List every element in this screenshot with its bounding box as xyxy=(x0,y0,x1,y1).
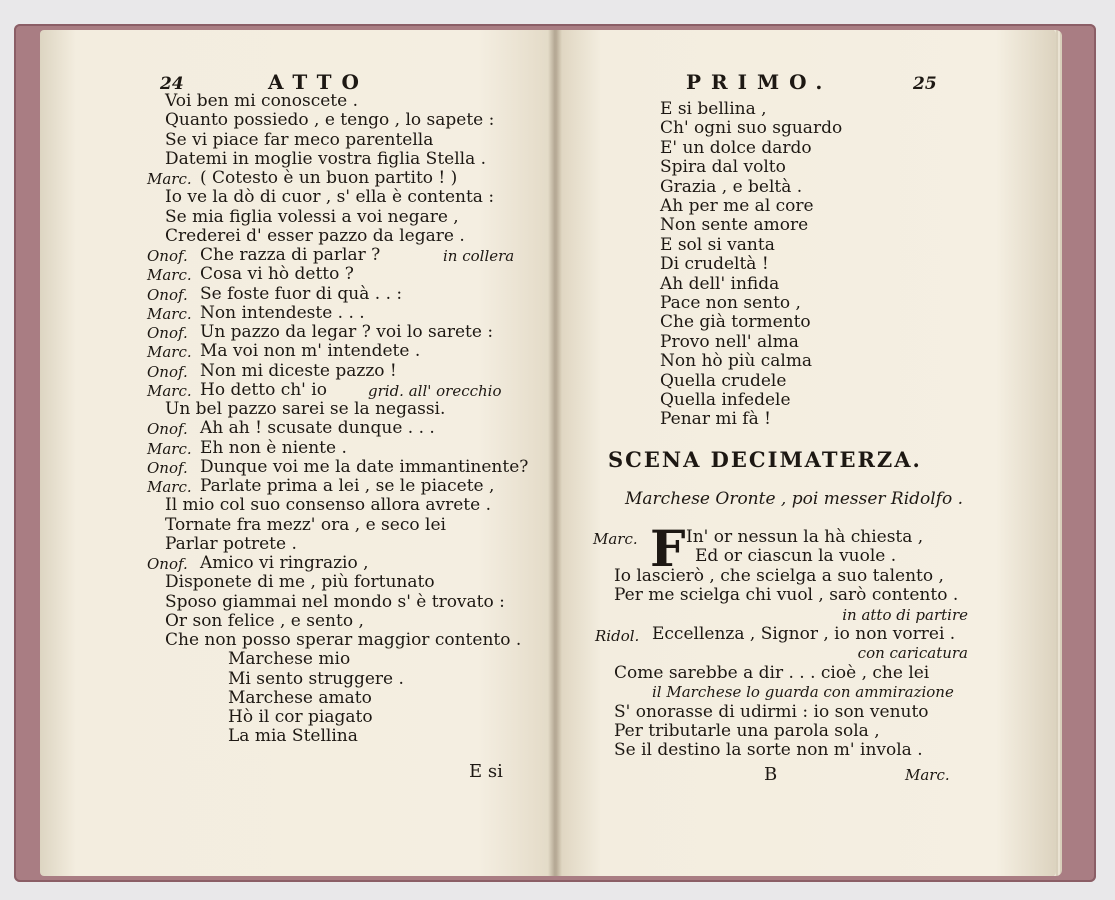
verse-line: Tornate fra mezz' ora , e seco lei xyxy=(165,514,446,535)
verse-line: E' un dolce dardo xyxy=(660,137,812,158)
verse-line: Che non posso sperar maggior contento . xyxy=(165,630,522,650)
verse-line: Non intendeste . . . xyxy=(200,302,365,323)
verse-line: Mi sento struggere . xyxy=(228,668,404,689)
verse-line: Hò il cor piagato xyxy=(228,707,373,727)
verse-line: Di crudeltà ! xyxy=(660,254,769,275)
verse-line: Voi ben mi conoscete . xyxy=(165,91,358,111)
speaker-label: Onof. xyxy=(147,362,188,381)
stage-direction: il Marchese lo guarda con ammirazione xyxy=(652,683,954,702)
verse-line: Or son felice , e sento , xyxy=(165,610,364,631)
stage-direction: in atto di partire xyxy=(842,605,968,624)
scene-title: SCENA DECIMATERZA. xyxy=(608,447,922,472)
verse-line: Eccellenza , Signor , io non vorrei . xyxy=(652,624,956,644)
speaker-label: Marc. xyxy=(147,170,192,188)
verse-line: Cosa vi hò detto ? xyxy=(200,264,354,285)
speaker-label: Onof. xyxy=(147,555,188,573)
signature-mark: B xyxy=(764,764,778,785)
verse-line: La mia Stellina xyxy=(228,726,358,747)
verse-line: Crederei d' esser pazzo da legare . xyxy=(165,225,465,246)
verse-line: Dunque voi me la date immantinente? xyxy=(200,456,529,477)
verse-line: Disponete di me , più fortunato xyxy=(165,572,435,593)
verse-line: Ah per me al core xyxy=(660,196,814,216)
verse-line: Pace non sento , xyxy=(660,293,801,313)
speaker-label: Onof. xyxy=(147,285,188,304)
speaker-label: Marc. xyxy=(147,439,192,458)
right-catchword: Marc. xyxy=(905,766,950,784)
verse-line: Se vi piace far meco parentella xyxy=(165,129,434,150)
verse-line: Ma voi non m' intendete . xyxy=(200,341,421,362)
verse-line: Un pazzo da legar ? voi lo sarete : xyxy=(200,322,494,342)
verse-line: Penar mi fà ! xyxy=(660,409,771,430)
verse-line: Non mi diceste pazzo ! xyxy=(200,360,397,381)
verse-line: Parlar potrete . xyxy=(165,533,297,554)
verse-line: Ah dell' infida xyxy=(660,273,780,294)
verse-line: Parlate prima a lei , se le piacete , xyxy=(200,476,495,496)
speaker-label: Marc. xyxy=(147,304,192,323)
drop-capital: F xyxy=(650,519,686,578)
book-gutter xyxy=(548,30,562,876)
speaker-label: Onof. xyxy=(147,247,188,265)
verse-line: ( Cotesto è un buon partito ! ) xyxy=(200,168,458,188)
left-running-header: ATTO xyxy=(268,70,369,94)
verse-line: Grazia , e beltà . xyxy=(660,176,803,197)
verse-line: Non sente amore xyxy=(660,215,809,236)
right-running-header: PRIMO. xyxy=(686,70,833,94)
speaker-label: Marc. xyxy=(147,343,192,362)
verse-line: Che razza di parlar ? xyxy=(200,245,381,265)
speaker-label: Marc. xyxy=(593,530,638,548)
left-page-number: 24 xyxy=(160,74,184,94)
verse-line: Eh non è niente . xyxy=(200,437,347,458)
verse-line: Se foste fuor di quà . . : xyxy=(200,283,403,304)
verse-line: Marchese amato xyxy=(228,687,372,708)
verse-line: Come sarebbe a dir . . . cioè , che lei xyxy=(614,662,930,683)
right-page-number: 25 xyxy=(913,74,937,94)
verse-line: Io lascierò , che scielga a suo talento , xyxy=(614,565,944,586)
speaker-label: Marc. xyxy=(147,478,192,496)
verse-line: Quella infedele xyxy=(660,390,791,410)
verse-line: Ed or ciascun la vuole . xyxy=(695,546,897,567)
left-catchword: E si xyxy=(469,761,503,782)
scene-cast: Marchese Oronte , poi messer Ridolfo . xyxy=(625,489,964,509)
verse-line: Per me scielga chi vuol , sarò contento . xyxy=(614,585,959,606)
verse-line: Quanto possiedo , e tengo , lo sapete : xyxy=(165,110,495,131)
verse-line: E si bellina , xyxy=(660,99,767,119)
stage-direction: con caricatura xyxy=(857,644,968,663)
verse-line: Marchese mio xyxy=(228,649,351,670)
stage-direction: in collera xyxy=(443,247,515,265)
verse-line: Che già tormento xyxy=(660,312,811,333)
verse-line: Amico vi ringrazio , xyxy=(200,553,369,573)
verse-line: Ho detto ch' io xyxy=(200,379,327,400)
verse-line: Ah ah ! scusate dunque . . . xyxy=(200,418,435,439)
verse-line: Se mia figlia volessi a voi negare , xyxy=(165,206,459,227)
verse-line: Ch' ogni suo sguardo xyxy=(660,118,843,139)
verse-line: Se il destino la sorte non m' invola . xyxy=(614,740,923,761)
verse-line: E sol si vanta xyxy=(660,234,775,255)
verse-line: Sposo giammai nel mondo s' è trovato : xyxy=(165,591,505,612)
verse-line: Quella crudele xyxy=(660,370,787,391)
verse-line: Spira dal volto xyxy=(660,157,786,178)
speaker-label: Onof. xyxy=(147,420,188,439)
speaker-label: Ridol. xyxy=(595,627,640,645)
speaker-label: Marc. xyxy=(147,266,192,285)
verse-line: Un bel pazzo sarei se la negassi. xyxy=(165,399,446,419)
verse-line: In' or nessun la hà chiesta , xyxy=(686,527,924,547)
verse-line: Datemi in moglie vostra figlia Stella . xyxy=(165,148,487,169)
verse-line: Provo nell' alma xyxy=(660,331,799,352)
speaker-label: Onof. xyxy=(147,324,188,342)
verse-line: Io ve la dò di cuor , s' ella è contenta : xyxy=(165,187,495,208)
verse-line: S' onorasse di udirmi : io son venuto xyxy=(614,701,929,722)
stage-direction: grid. all' orecchio xyxy=(368,381,502,400)
verse-line: Non hò più calma xyxy=(660,351,813,372)
speaker-label: Onof. xyxy=(147,458,188,477)
speaker-label: Marc. xyxy=(147,381,192,400)
verse-line: Il mio col suo consenso allora avrete . xyxy=(165,495,491,516)
verse-line: Per tributarle una parola sola , xyxy=(614,721,880,741)
